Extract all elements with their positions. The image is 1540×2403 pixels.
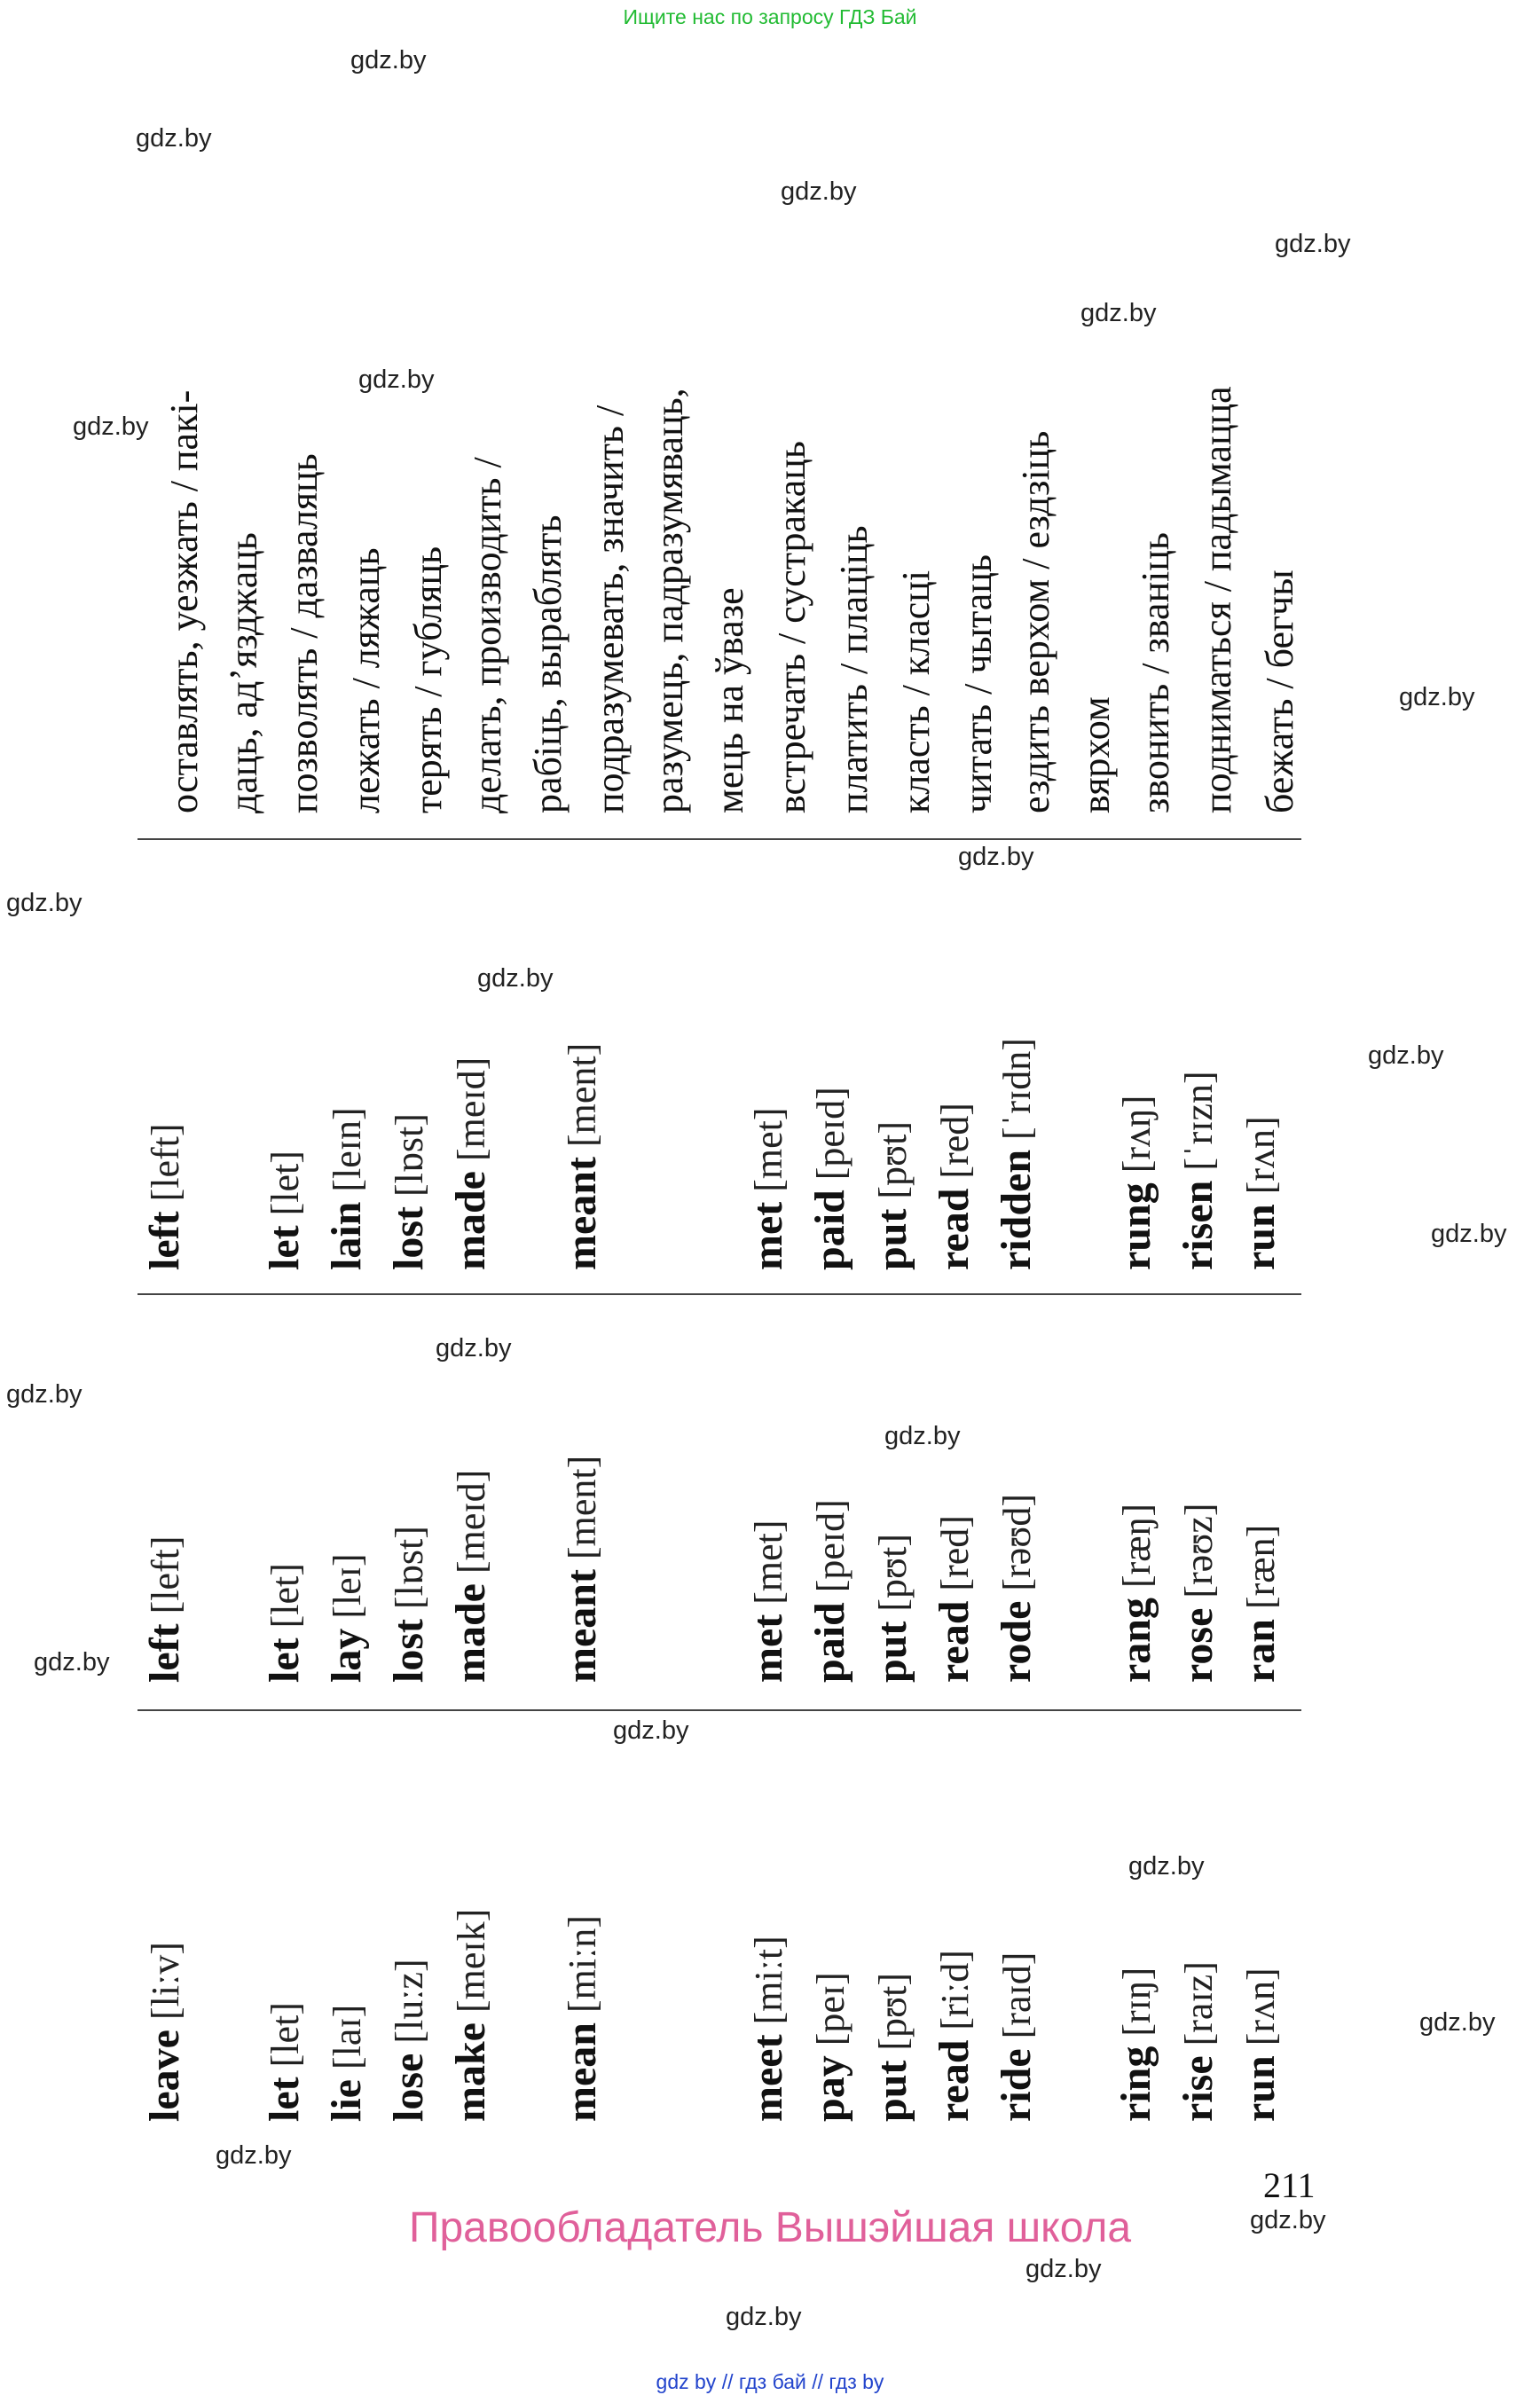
watermark: gdz.by — [350, 46, 427, 75]
base-form-word: ring — [1112, 2046, 1159, 2122]
past-participle-word: put — [868, 1208, 915, 1270]
past-simple-word: rode — [993, 1600, 1040, 1683]
watermark: gdz.by — [73, 412, 149, 441]
base-form-word: mean — [558, 2022, 605, 2122]
translation-line: звонить / званіць — [1134, 532, 1177, 813]
copyright-notice: Правообладатель Вышэйшая школа — [408, 2204, 1132, 2251]
translation-line: мець на ўвазе — [708, 587, 751, 813]
watermark: gdz.by — [6, 1380, 82, 1409]
past-participle-word: risen — [1175, 1180, 1222, 1270]
past-simple-transcription: [met] — [747, 1520, 790, 1614]
watermark: gdz.by — [34, 1648, 110, 1677]
past-simple-word: left — [141, 1623, 188, 1683]
base-form-entry — [323, 2004, 370, 2122]
past-simple-transcription: [ment] — [561, 1455, 604, 1570]
past-simple-transcription: [leɪ] — [326, 1553, 369, 1629]
base-form-entry — [1177, 1961, 1220, 2122]
watermark: gdz.by — [781, 177, 857, 206]
past-participle-word: left — [141, 1211, 188, 1270]
translation-line: класть / класці — [894, 569, 938, 813]
past-participle-word: lost — [385, 1206, 432, 1270]
base-form-transcription: [raɪd] — [995, 1951, 1039, 2049]
translation-line: подниматься / падымацца — [1196, 386, 1239, 813]
base-form-entry — [1239, 1967, 1282, 2122]
past-simple-transcription: [rəʊz] — [1177, 1503, 1221, 1608]
watermark: gdz.by — [436, 1334, 512, 1362]
past-simple-transcription: [pʊt] — [871, 1533, 915, 1622]
past-simple-word: ran — [1237, 1619, 1284, 1683]
past-participle-transcription: [red] — [933, 1103, 977, 1189]
translation-line: вярхом — [1074, 696, 1118, 813]
watermark: gdz.by — [477, 964, 554, 993]
past-participle-transcription: [meɪd] — [450, 1056, 493, 1172]
past-participle-word: paid — [806, 1190, 853, 1270]
past-simple-word: meant — [558, 1569, 605, 1683]
translation-line: лежать / ляжаць — [344, 547, 388, 813]
past-participle-transcription: [pʊt] — [871, 1120, 915, 1209]
past-simple-word: lost — [385, 1619, 432, 1683]
past-simple-word: lay — [323, 1628, 370, 1683]
base-form-entry — [995, 1952, 1038, 2122]
translation-line: подразумевать, значить / — [588, 404, 632, 813]
base-form-entry — [868, 1972, 915, 2122]
base-form-transcription: [liːv] — [144, 1942, 187, 2030]
past-simple-word: paid — [806, 1602, 853, 1683]
translation-line: платить / плаціць — [832, 525, 876, 813]
translation-line: оставлять, уезжать / пакі- — [162, 389, 206, 813]
base-form-transcription: [let] — [263, 2002, 307, 2077]
past-simple-transcription: [left] — [144, 1535, 187, 1624]
translation-line: читать / чытаць — [956, 554, 1000, 813]
past-simple-transcription: [ræŋ] — [1115, 1503, 1159, 1598]
past-participle-word: made — [447, 1171, 494, 1270]
watermark: gdz.by — [136, 124, 212, 153]
base-form-entry — [744, 1936, 791, 2122]
base-form-word: lose — [385, 2053, 432, 2122]
watermark: gdz.by — [884, 1422, 961, 1450]
past-simple-word: read — [931, 1600, 978, 1683]
past-simple-word: made — [447, 1583, 494, 1683]
translation-line: разумець, падразумяваць, — [648, 388, 691, 813]
watermark: gdz.by — [726, 2303, 802, 2331]
base-form-entry — [1112, 1967, 1159, 2122]
watermark: gdz.by — [613, 1716, 689, 1745]
past-participle-transcription: [peɪd] — [809, 1087, 852, 1190]
translation-line: позволять / дазваляць — [282, 453, 326, 813]
base-form-transcription: [peɪ] — [809, 1972, 852, 2056]
base-form-word: pay — [806, 2055, 853, 2122]
past-participle-transcription: [let] — [263, 1150, 307, 1226]
translation-line: даць, адʼязджаць — [222, 532, 265, 813]
base-form-word: read — [931, 2039, 978, 2122]
watermark: gdz.by — [1399, 683, 1475, 711]
base-form-word: ride — [993, 2048, 1040, 2122]
past-simple-transcription: [red] — [933, 1515, 977, 1601]
past-participle-word: let — [261, 1225, 308, 1270]
base-form-transcription: [luːz] — [388, 1959, 431, 2054]
past-simple-word: rang — [1112, 1598, 1159, 1683]
base-form-transcription: [laɪ] — [326, 2004, 369, 2080]
translation-line: рабіць, выраблять — [526, 514, 570, 813]
past-participle-transcription: [lɒst] — [388, 1113, 431, 1206]
past-simple-transcription: [lɒst] — [388, 1526, 431, 1619]
watermark: gdz.by — [1431, 1220, 1507, 1248]
watermark: gdz.by — [1275, 230, 1351, 258]
past-simple-transcription: [meɪd] — [450, 1469, 493, 1584]
base-form-word: let — [261, 2077, 308, 2122]
translation-line: ездить верхом / ездзіць — [1014, 430, 1057, 813]
base-form-entry — [806, 1972, 853, 2122]
past-simple-transcription: [ræn] — [1239, 1524, 1283, 1619]
past-simple-transcription: [peɪd] — [809, 1499, 852, 1603]
past-participle-word: meant — [558, 1157, 605, 1270]
past-simple-word: let — [261, 1637, 308, 1683]
past-participle-word: read — [931, 1188, 978, 1270]
base-form-word: leave — [141, 2030, 188, 2122]
base-form-transcription: [riːd] — [933, 1950, 977, 2040]
base-form-word: meet — [744, 2034, 791, 2122]
past-simple-word: put — [868, 1621, 915, 1683]
watermark: gdz.by — [358, 365, 435, 394]
watermark: gdz.by — [1250, 2206, 1326, 2234]
past-simple-word: rose — [1175, 1607, 1222, 1683]
base-form-entry — [447, 1908, 494, 2122]
past-simple-transcription: [rəʊd] — [995, 1493, 1039, 1601]
past-participle-transcription: [rʌŋ] — [1115, 1095, 1159, 1183]
top-banner: Ищите нас по запросу ГДЗ Бай — [623, 5, 917, 28]
base-form-word: make — [447, 2022, 494, 2122]
base-form-transcription: [rɪŋ] — [1115, 1967, 1159, 2046]
past-participle-transcription: [rʌn] — [1239, 1116, 1283, 1205]
past-participle-word: lain — [323, 1201, 370, 1270]
base-form-transcription: [rʌn] — [1239, 1967, 1283, 2056]
past-participle-word: rung — [1112, 1182, 1159, 1270]
past-participle-transcription: [ˈrɪdn] — [995, 1038, 1039, 1150]
base-form-transcription: [miːn] — [561, 1915, 604, 2023]
base-form-transcription: [miːt] — [747, 1936, 790, 2035]
past-participle-transcription: [ment] — [561, 1042, 604, 1158]
translation-line: бежать / бегчы — [1258, 569, 1301, 813]
past-participle-word: met — [744, 1201, 791, 1270]
base-form-entry — [141, 1942, 188, 2122]
base-form-word: lie — [323, 2079, 370, 2122]
watermark: gdz.by — [1368, 1041, 1444, 1070]
watermark: gdz.by — [216, 2141, 292, 2170]
base-form-entry — [558, 1915, 605, 2122]
past-participle-transcription: [ˈrɪzn] — [1177, 1071, 1221, 1181]
past-participle-transcription: [met] — [747, 1107, 790, 1202]
base-form-word: rise — [1175, 2055, 1222, 2122]
page-number: 211 — [1263, 2165, 1316, 2205]
past-participle-word: run — [1237, 1204, 1284, 1270]
watermark: gdz.by — [1025, 2255, 1102, 2283]
base-form-entry — [933, 1950, 976, 2122]
translation-line: встречать / сустракаць — [770, 441, 813, 813]
watermark: gdz.by — [958, 843, 1034, 871]
past-participle-transcription: [left] — [144, 1123, 187, 1212]
past-participle-transcription: [leɪn] — [326, 1107, 369, 1202]
base-form-transcription: [raɪz] — [1177, 1961, 1221, 2056]
base-form-entry — [263, 2002, 306, 2122]
base-form-transcription: [meɪk] — [450, 1908, 493, 2023]
translation-line: делать, производить / — [466, 457, 509, 813]
base-form-transcription: [pʊt] — [871, 1972, 915, 2061]
watermark: gdz.by — [1080, 299, 1157, 327]
watermark: gdz.by — [1419, 2008, 1496, 2037]
translation-line: терять / губляць — [406, 546, 450, 813]
base-form-word: run — [1237, 2055, 1284, 2122]
past-simple-word: met — [744, 1614, 791, 1683]
base-form-entry — [385, 1959, 432, 2122]
footer-links: gdz by // гдз бай // гдз by — [656, 2370, 884, 2393]
base-form-word: put — [868, 2060, 915, 2122]
watermark: gdz.by — [6, 889, 82, 917]
past-simple-transcription: [let] — [263, 1563, 307, 1638]
watermark: gdz.by — [1128, 1852, 1205, 1881]
past-participle-word: ridden — [993, 1149, 1040, 1270]
